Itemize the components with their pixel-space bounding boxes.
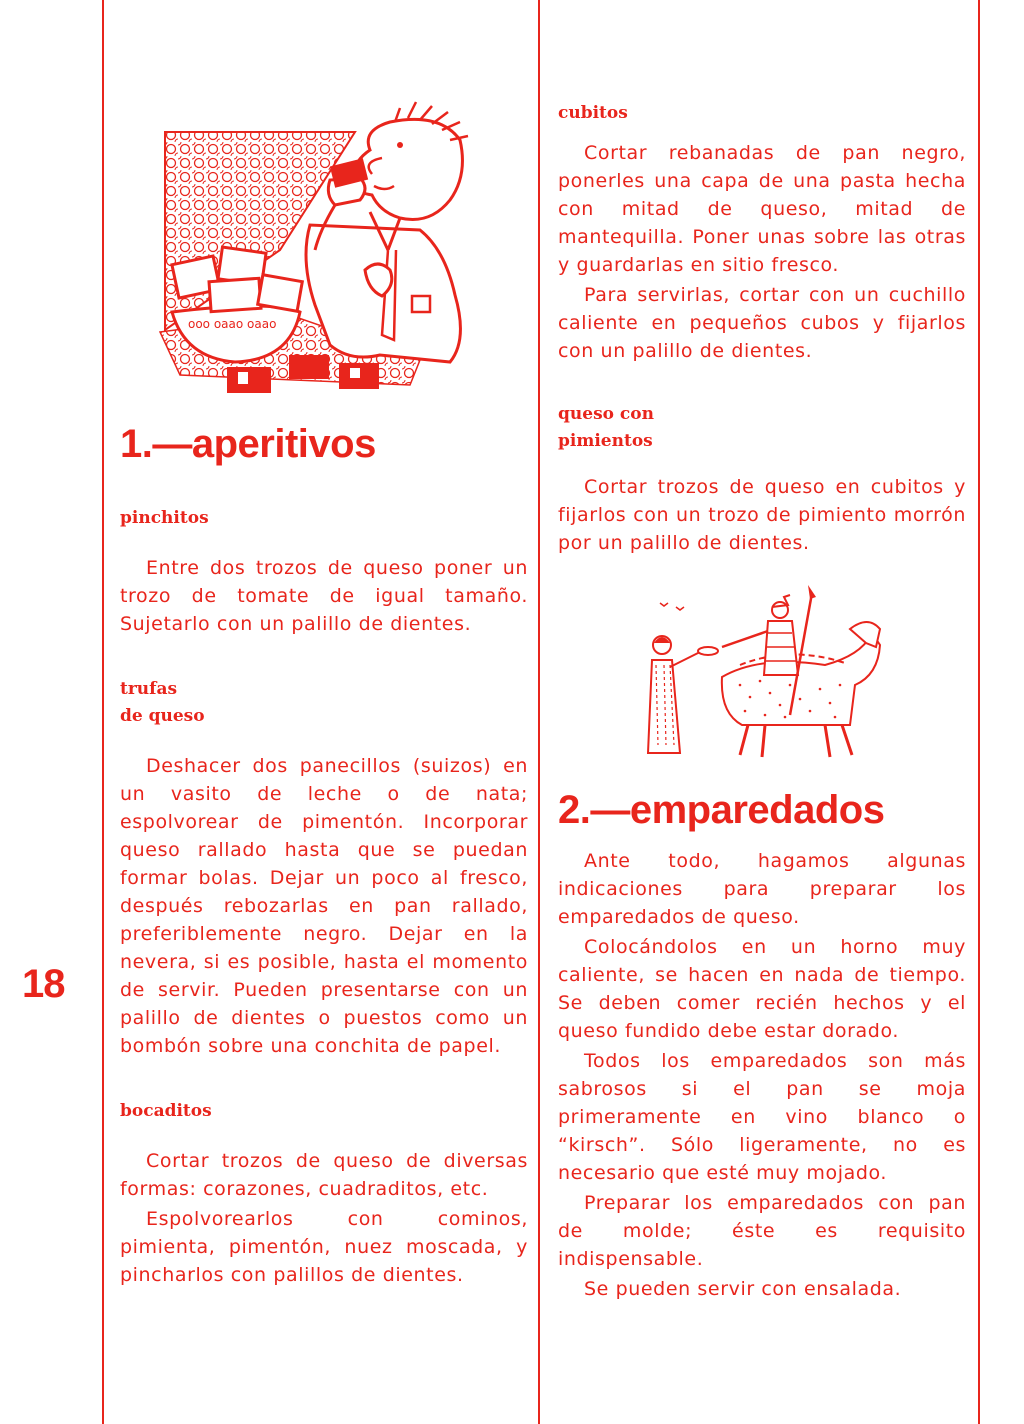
left-column [120, 422, 528, 1289]
section-emparedados-body [558, 847, 966, 1303]
section-trufas-de-queso [120, 676, 528, 1060]
chapter-title-emparedados: 2.—emparedados [558, 788, 885, 832]
section-queso-con-pimientos [558, 401, 966, 557]
section-paragraph: Espolvorearlos con cominos, pimienta, pimentón, nuez moscada, y pincharlos con palillos de dientes. [120, 1208, 528, 1286]
page-number: 18 [22, 962, 65, 1006]
section-paragraph: Entre dos trozos de queso poner un trozo de tomate de igual tamaño. Sujetarlo con un palillo de dientes. [120, 557, 528, 635]
section-paragraph: Cortar trozos de queso de diversas formas: corazones, cuadraditos, etc. [120, 1150, 528, 1200]
section-paragraph: Deshacer dos panecillos (suizos) en un vasito de leche o de nata; espolvorear de pimentón. Incorporar queso rallado hasta que se puedan formar bolas. Dejar un poco al fresco, después rebozarlas en pan rallado, preferiblemente negro. Dejar en la nevera, si es posible, hasta el momento de servir. Pueden presentarse con un palillo de dientes o puestos como un bombón sobre una conchita de papel. [120, 755, 528, 1057]
section-title: de queso [120, 706, 205, 726]
section-paragraph: Cortar trozos de queso en cubitos y fijarlos con un trozo de pimiento morrón por un palillo de dientes. [558, 476, 966, 554]
section-title: bocaditos [120, 1101, 212, 1121]
section-title: pimientos [558, 431, 653, 451]
section-paragraph: Colocándolos en un horno muy caliente, se hacen en nada de tiempo. Se deben comer recién hechos y el queso fundido debe estar dorado. [558, 936, 966, 1042]
section-paragraph: Ante todo, hagamos algunas indicaciones para preparar los emparedados de queso. [558, 850, 966, 928]
section-paragraph: Se pueden servir con ensalada. [584, 1278, 902, 1300]
section-title: queso con [558, 404, 654, 424]
right-column-top [558, 100, 966, 557]
column-rule-right [978, 0, 980, 1424]
chapter-title-aperitivos: 1.—aperitivos [120, 422, 376, 466]
section-paragraph: Todos los emparedados son más sabrosos si el pan se moja primeramente en vino blanco o “kirsch”. Sólo ligeramente, no es necesario que esté muy mojado. [558, 1050, 966, 1184]
column-rule-middle [538, 0, 540, 1424]
section-pinchitos [120, 505, 528, 638]
section-title: cubitos [558, 103, 628, 123]
right-column-bottom [558, 788, 966, 1303]
section-paragraph: Para servirlas, cortar con un cuchillo caliente en pequeños cubos y fijarlos con un palillo de dientes. [558, 284, 966, 362]
section-title: pinchitos [120, 508, 209, 528]
knight-on-horse-illustration [640, 585, 890, 770]
column-rule-left [102, 0, 104, 1424]
section-cubitos [558, 100, 966, 365]
svg-text:ooo oaao oaao: ooo oaao oaao [188, 317, 277, 331]
section-bocaditos [120, 1098, 528, 1289]
section-title: trufas [120, 679, 178, 699]
section-paragraph: Preparar los emparedados con pan de molde; éste es requisito indispensable. [558, 1192, 966, 1270]
man-eating-cheese-illustration [150, 100, 490, 405]
section-paragraph: Cortar rebanadas de pan negro, ponerles una capa de una pasta hecha con mitad de queso, mitad de mantequilla. Poner unas sobre las otras y guardarlas en sitio fresco. [558, 142, 966, 276]
